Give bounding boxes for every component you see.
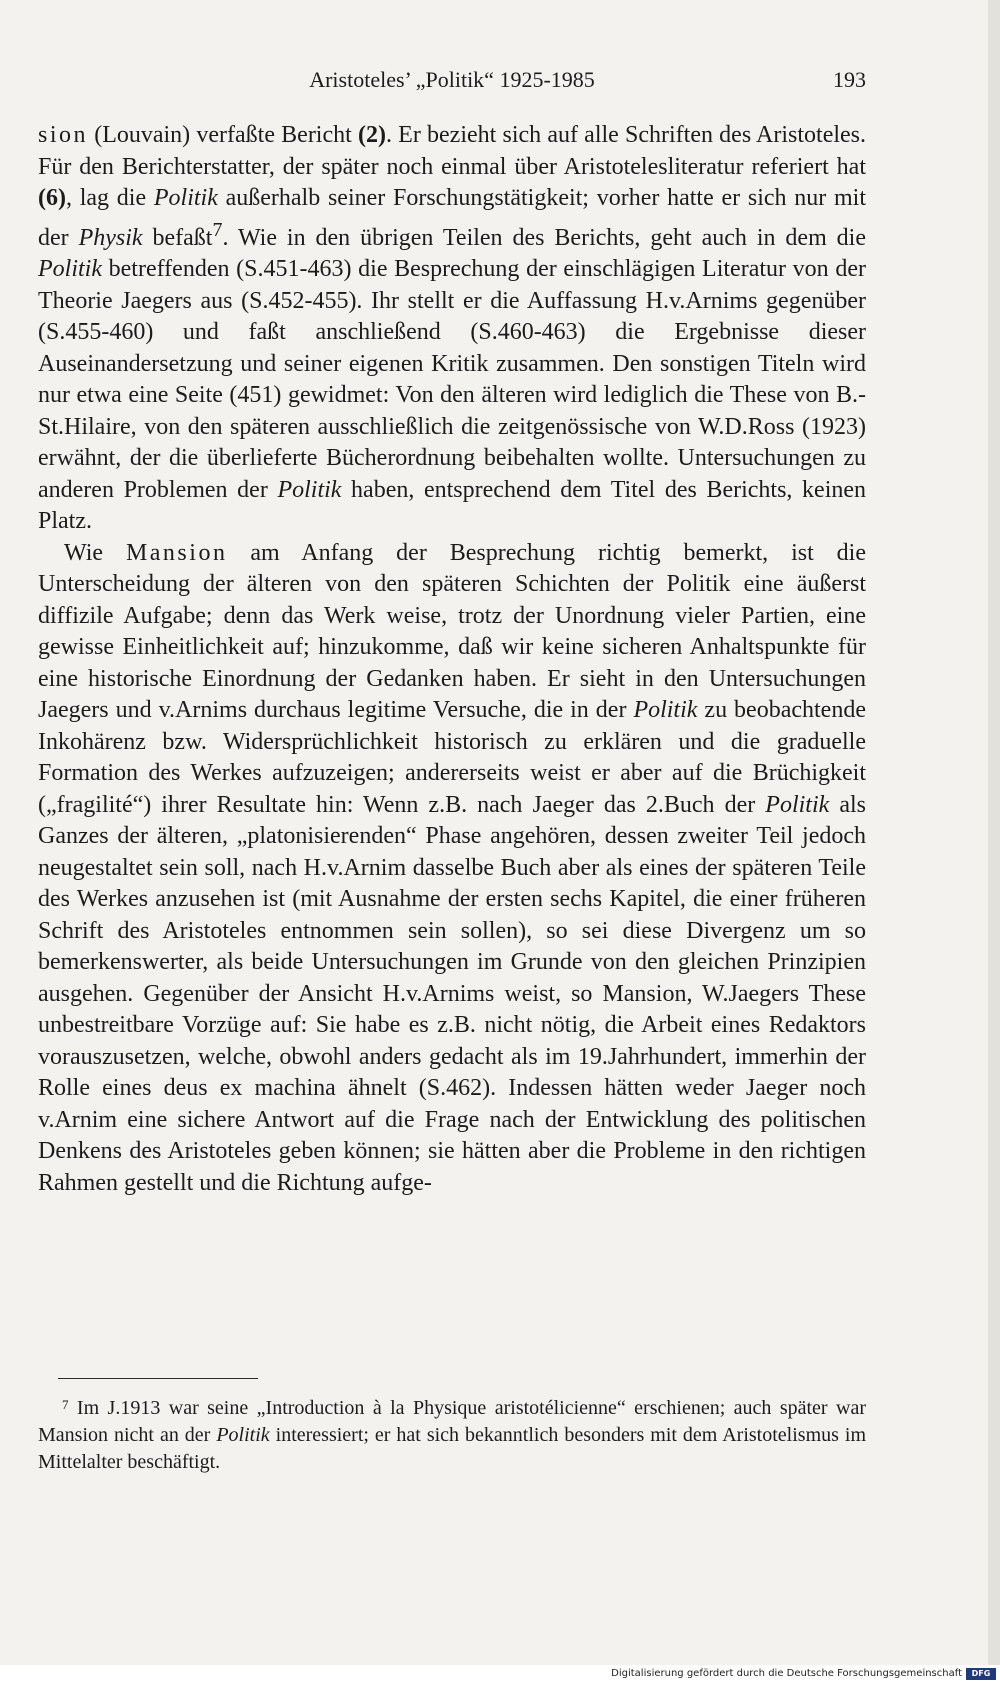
italic-title: Politik: [38, 256, 102, 282]
text-run: haben, entsprechend dem Titel des Berichts, keinen Platz.: [38, 476, 867, 534]
text-run: als Ganzes der älteren, „platonisierenden“ Phase angehören, dessen zweiter Teil jedoch neugestaltet sein soll, nach H.v.Arnim dasselbe Buch aber als eines der späteren Teile des Werkes anzusehen ist (mit Ausnahme der ersten sechs Kapitel, die einer früheren Schrift des Aristoteles entnommen sein sollen), so sei diese Divergenz um so bemerkenswerter, als beide Untersuchungen im Grunde von den gleichen Prinzipien ausgehen. Gegenüber der Ansicht H.v.Arnims weist, so Mansion, W.Jaegers These unbestreitbare Vorzüge auf: Sie habe es z.B. nicht nötig, die Arbeit eines Redaktors vorauszusetzen, welche, obwohl anders gedacht als im 19.Jahrhundert, immerhin der Rolle eines deus ex machina ähnelt (S.462). Indessen hätten weder Jaeger noch v.Arnim eine sichere Antwort auf die Frage nach der Entwicklung des politischen Denkens des Aristoteles geben können; sie hätten aber die Probleme in den richtigen Rahmen gestellt und die Richtung aufge-: [38, 791, 866, 1196]
text-run: am Anfang der Besprechung richtig bemerkt, ist die Unterscheidung der älteren von den späteren Schichten der Politik eine äußerst diffizile Aufgabe; denn das Werk weise, trotz der Unordnung vieler Partien, eine gewisse Einheitlichkeit auf; hinzukomme, daß wir keine sicheren Anhaltspunkte für eine historische Einordnung der Gedanken haben. Er sieht in den Untersuchungen Jaegers und v.Arnims durchaus legitime Versuche, die in der: [38, 539, 866, 723]
footnote: [38, 1391, 866, 1476]
text-run: , lag die: [65, 185, 154, 211]
running-header: [38, 64, 866, 96]
text-run: . Er bezieht sich auf alle Schriften des Aristoteles. Für den Berichterstatter, der später noch einmal über Aristotelesliteratur referiert hat: [38, 122, 867, 180]
spaced-name: sion: [38, 122, 89, 148]
spaced-name: Mansion: [125, 539, 228, 566]
credit-text: Digitalisierung gefördert durch die Deutsche Forschungsgemeinschaft: [611, 1668, 962, 1679]
italic-title: Politik: [633, 697, 698, 723]
text-run: . Wie in den übrigen Teilen des Berichts, geht auch in dem die: [222, 224, 867, 251]
italic-title: Politik: [153, 185, 218, 211]
text-run: (Louvain) verfaßte Bericht: [88, 122, 358, 148]
reference-number: (2): [358, 122, 386, 148]
footnote-marker: 7: [212, 218, 223, 241]
page-number: 193: [833, 67, 866, 92]
italic-title: Politik: [277, 476, 342, 503]
paragraph: [38, 120, 866, 538]
digitization-credit: [0, 1665, 1000, 1683]
reference-number: (6): [38, 185, 66, 211]
running-title: Aristoteles’ „Politik“ 1925-1985: [309, 67, 595, 92]
footnote-text: [38, 1391, 866, 1476]
footnote-rule: [58, 1378, 258, 1379]
text-run: interessiert; er hat sich bekanntlich besonders mit dem Aristotelismus im Mittelalter beschäftigt.: [38, 1424, 866, 1473]
footnote-marker: 7: [62, 1397, 69, 1412]
text-run: Im J.1913 war seine „Introduction à la Physique aristotélicienne“ erschienen; auch später war Mansion nicht an der: [38, 1397, 866, 1446]
main-text: [38, 120, 866, 1199]
italic-title: Physik: [78, 224, 143, 251]
text-run: Wie: [64, 539, 126, 566]
paragraph: [38, 538, 866, 1200]
text-run: außerhalb seiner Forschungstätigkeit; vorher hatte er sich nur mit der: [38, 185, 867, 251]
text-run: zu beobachtende Inkohärenz bzw. Widersprüchlichkeit historisch zu erklären und die graduelle Formation des Werkes aufzuzeigen; andererseits weist er aber auf die Brüchigkeit („fragilité“) ihrer Resultate hin: Wenn z.B. nach Jaeger das 2.Buch der: [38, 697, 866, 818]
text-run: betreffenden (S.451-463) die Besprechung der einschlägigen Literatur von der Theorie Jaegers aus (S.452-455). Ihr stellt er die Auffassung H.v.Arnims gegenüber (S.455-460) und faßt anschließend (S.460-463) die Ergebnisse dieser Auseinandersetzung und seiner eigenen Kritik zusammen. Den sonstigen Titeln wird nur etwa eine Seite (451) gewidmet: Von den älteren wird lediglich die These von B.-St.Hilaire, von den späteren ausschließlich die zeitgenössische von W.D.Ross (1923) erwähnt, der die überlieferte Bücherordnung beibehalten wollte. Untersuchungen zu anderen Problemen der: [38, 256, 866, 503]
dfg-logo-icon: DFG: [966, 1668, 996, 1680]
text-run: befaßt: [142, 224, 213, 251]
italic-title: Politik: [765, 791, 830, 818]
italic-title: Politik: [216, 1424, 270, 1446]
page-edge: [988, 0, 1000, 1665]
